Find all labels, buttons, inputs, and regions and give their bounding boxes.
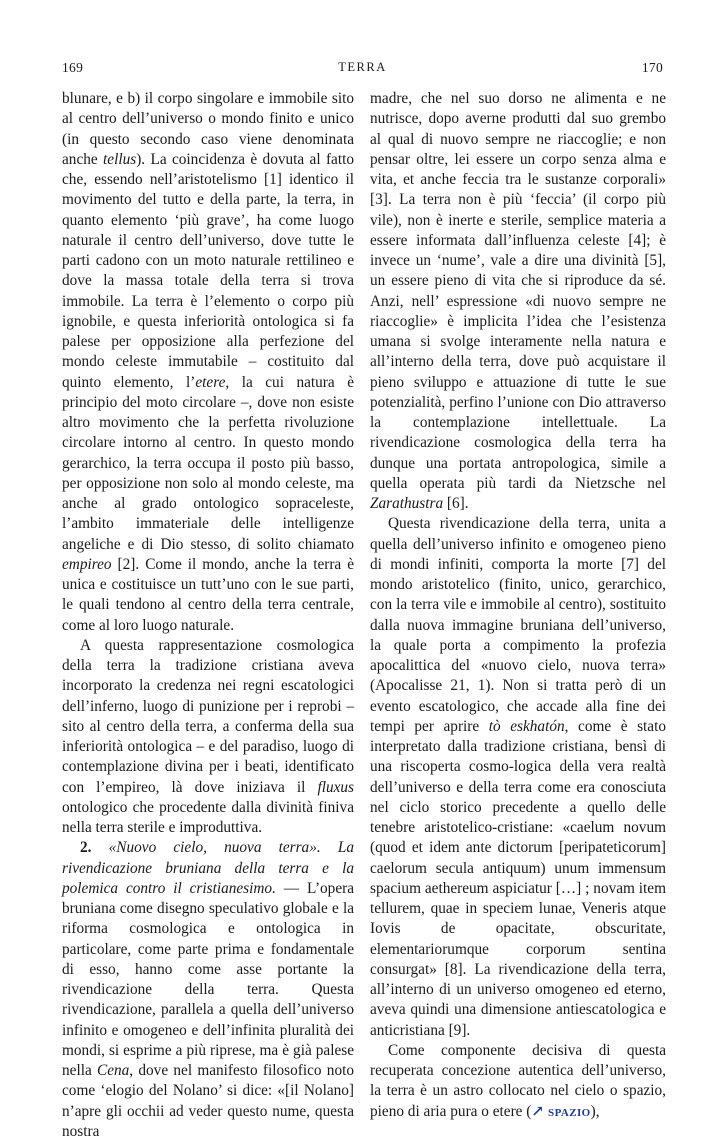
crossref-link-spazio[interactable]: spazio: [548, 1102, 591, 1120]
paragraph: blunare, e b) il corpo singolare e immobile sito al centro dell’universo o mondo finito e unico (in questo secondo caso viene denominata anche tellus). La coincidenza è dovuta al fatto che, essendo nell’aristotelismo [1] identico il movimento del tutto e della parte, la terra, in quanto elemento ‘più grave’, ha come luogo naturale il centro dell’universo, dove tutte le parti cadono con un moto naturale rettilineo e dove la massa totale della terra si trova immobile. La terra è l’elemento o corpo più ignobile, e questa inferiorità ontologica si fa palese per opposizione alla perfezione del mondo celeste immutabile – costituito dal quinto elemento, l’etere, la cui natura è principio del moto circolare –, dove non esiste altro movimento che la perfetta rivoluzione circolare intorno al centro. In questo mondo gerarchico, la terra occupa il posto più basso, per opposizione non solo al mondo celeste, ma anche al grado ontologico sopraceleste, l’ambito immateriale delle intelligenze angeliche e di Dio stesso, di solito chiamato empireo [2]. Come il mondo, anche la terra è unica e costituisce un tutt’uno con le sue parti, le quali tendono al centro della terra centrale, come al loro luogo naturale.: [62, 90, 354, 634]
arrow-northeast-icon: ↗: [531, 1102, 545, 1120]
page-number-left: 169: [62, 60, 84, 75]
page-number-right: 170: [641, 60, 663, 75]
section-paragraph: 2. «Nuovo cielo, nuova terra». La rivendicazione bruniana della terra e la polemica contro il cristianesimo. — L’opera bruniana come disegno speculativo globale e la riforma cosmologica e ontologica in particolare, come parte prima e fondamentale di esso, hanno come asse portante la rivendicazione della terra. Questa rivendicazione, parallela a quella dell’universo infinito e omogeneo e dell’infinita pluralità dei mondi, si esprime a più riprese, ma è già palese nella Cena, dove nel manifesto filosofico noto come ‘elogio del Nolano’ si dice: «[il Nolano] n’apre gli occhii ad veder questo nume, questa nostra: [62, 839, 355, 1140]
section-title: «Nuovo cielo, nuova terra». La rivendicazione bruniana della terra e la polemica contro il cristianesimo.: [62, 839, 354, 897]
right-column: [370, 89, 666, 1122]
paragraph: Come componente decisiva di questa recuperata concezione autentica dell’universo, la terra è un astro collocato nel cielo o spazio, pieno di aria pura o etere (↗ spazio),: [370, 1041, 666, 1120]
left-column: [62, 89, 354, 1142]
paragraph: Questa rivendicazione della terra, unita a quella dell’universo infinito e omogeneo pieno di mondi infiniti, comporta la morte [7] del mondo aristotelico (finito, unico, gerarchico, con la terra vile e immobile al centro), sostituito dalla nuova immagine bruniana dell’universo, la quale porta a compimento la profezia apocalittica del «nuovo cielo, nuova terra» (Apocalisse 21, 1). Non si tratta però di un evento escatologico, che accade alla fine dei tempi per aprire tò eskhatón, come è stato interpretato dalla tradizione cristiana, bensì di una riscoperta cosmo-logica della vera realtà dell’universo e della terra come era conosciuta nel ciclo storico precedente a quello delle tenebre aristotelico-cristiane: «caelum novum (quod et idem ante dictorum [peripateticorum] caelorum secula antiquum) unum immensum spacium aethereum aspiciatur […] ; novam item tellurem, quae in speciem lunae, Veneris atque Iovis de opacitate, obscuritate, elementariorumque corporum sentina consurgat» [8]. La rivendicazione della terra, all’interno di un universo omogeneo ed eterno, aveva quindi una dimensione antiescatologica e anticristiana [9].: [370, 515, 666, 1039]
running-title: TERRA: [338, 60, 387, 74]
paragraph: madre, che nel suo dorso ne alimenta e ne nutrisce, dopo averne produtti dal suo grembo al qual di nuovo sempre ne riaccoglie; e non pensar oltre, lei essere un corpo senza alma e vita, et anche feccia tra le sustanze corporali» [3]. La terra non è più ‘feccia’ (il corpo più vile), non è inerte e sterile, semplice materia a essere informata dall’influenza celeste [4]; è invece un ‘nume’, vale a dire una divinità [5], un essere pieno di vita che si riproduce da sé. Anzi, nell’ espressione «di nuovo sempre ne riaccoglie» è implicita l’idea che l’esistenza umana si svolge interamente nella natura e all’interno della terra, dove può acquistare il pieno sviluppo e attuazione di tutte le sue potenzialità, perfino l’unione con Dio attraverso la contemplazione intellettuale. La rivendicazione cosmologica della terra ha dunque una portata antropologica, simile a quella operata più tardi da Nietzsche nel Zarathustra [6].: [370, 90, 666, 512]
page-header: [62, 60, 663, 80]
section-number: 2.: [80, 839, 92, 857]
paragraph: A questa rappresentazione cosmologica della terra la tradizione cristiana aveva incorporato la credenza nei regni escatologici dell’inferno, luogo di punizione per i reprobi – sito al centro della terra, a conferma della sua inferiorità ontologica – e del paradiso, luogo di contemplazione divina per i beati, identificato con l’empireo, là dove iniziava il fluxus ontologico che procedente dalla divinità finiva nella terra sterile e improduttiva.: [62, 636, 354, 836]
